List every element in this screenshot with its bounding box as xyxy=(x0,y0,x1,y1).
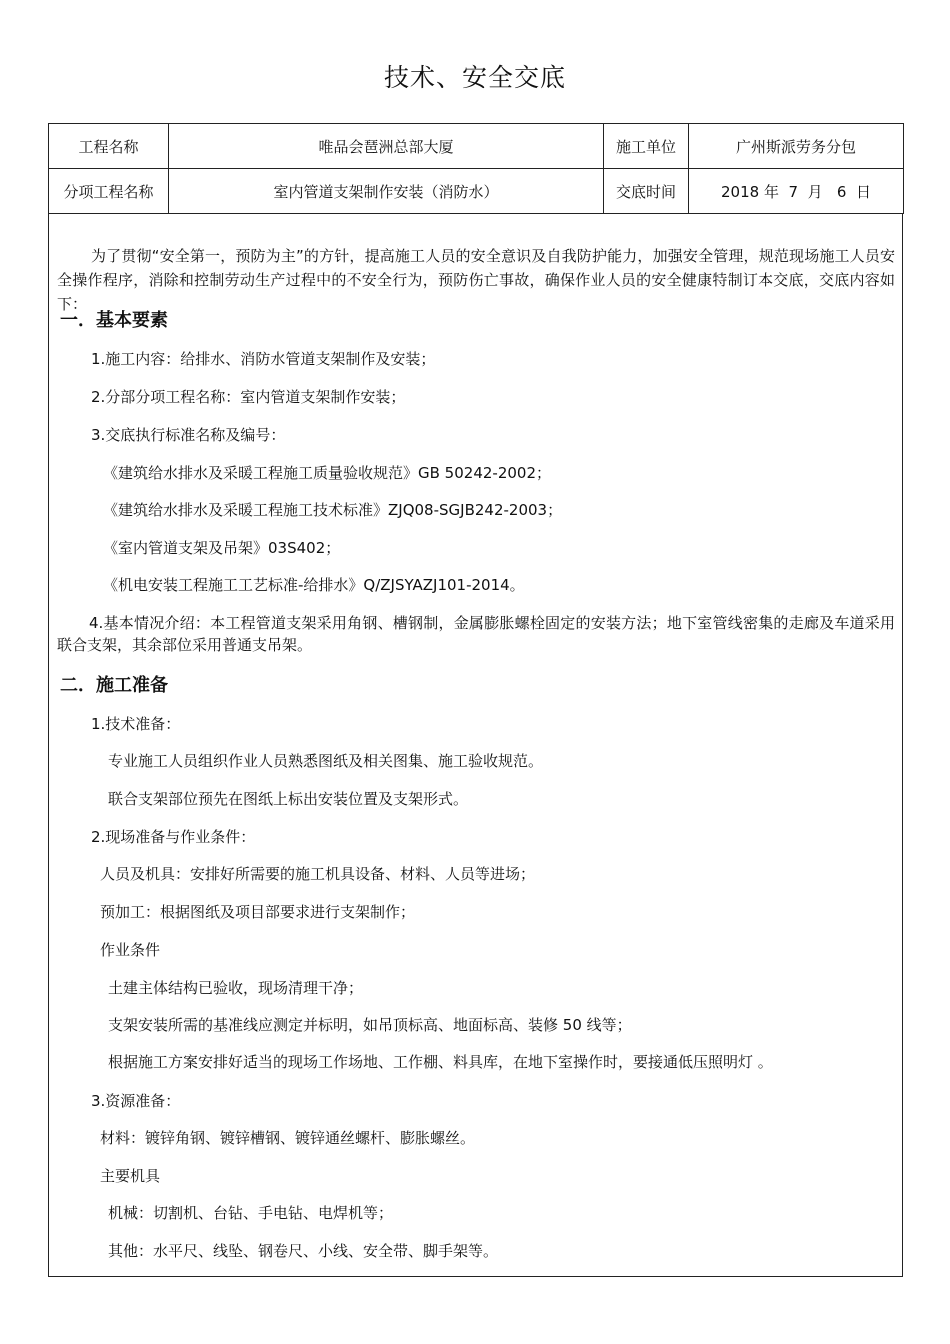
site-prep-2: 预加工：根据图纸及项目部要求进行支架制作； xyxy=(100,903,416,921)
section-2-heading: 二．施工准备 xyxy=(60,675,168,696)
section-1-item-1: 1.施工内容：给排水、消防水管道支架制作及安装； xyxy=(91,350,436,368)
table-row xyxy=(49,169,904,214)
section-1-item-4: 4.基本情况介绍：本工程管道支架采用角钢、槽钢制，金属膨胀螺栓固定的安装方法；地下室管线密集的走廊及车道采用联合支架，其余部位采用普通支吊架。 xyxy=(57,614,895,654)
tech-prep-1: 专业施工人员组织作业人员熟悉图纸及相关图集、施工验收规范。 xyxy=(108,752,544,770)
section-1-heading: 一．基本要素 xyxy=(60,310,168,331)
standard-4: 《机电安装工程施工工艺标准-给排水》Q/ZJSYAZJ101-2014。 xyxy=(103,576,525,594)
contractor-label: 施工单位 xyxy=(604,124,689,169)
briefing-date-label: 交底时间 xyxy=(604,169,689,214)
section-1-item-3: 3.交底执行标准名称及编号： xyxy=(91,426,286,444)
standard-2: 《建筑给水排水及采暖工程施工技术标准》ZJQ08-SGJB242-2003； xyxy=(103,501,563,519)
standard-1: 《建筑给水排水及采暖工程施工质量验收规范》GB 50242-2002； xyxy=(103,464,551,482)
work-condition-2: 支架安装所需的基准线应测定并标明，如吊顶标高、地面标高、装修 50 线等； xyxy=(108,1016,632,1034)
section-2-item-2: 2.现场准备与作业条件： xyxy=(91,828,256,846)
contractor-value: 广州斯派劳务分包 xyxy=(689,124,904,169)
briefing-date-value: 2018 年 7 月 6 日 xyxy=(689,169,904,214)
section-1-item-2: 2.分部分项工程名称：室内管道支架制作安装； xyxy=(91,388,406,406)
table-row xyxy=(49,124,904,169)
work-condition-3: 根据施工方案安排好适当的现场工作场地、工作棚、料具库，在地下室操作时，要接通低压照明灯 。 xyxy=(108,1053,773,1071)
content-box xyxy=(48,213,903,1277)
resource-1: 材料：镀锌角钢、镀锌槽钢、镀锌通丝螺杆、膨胀螺丝。 xyxy=(100,1129,476,1147)
resource-3: 机械：切割机、台钻、手电钻、电焊机等； xyxy=(108,1204,394,1222)
project-info-table xyxy=(48,123,904,214)
standard-3: 《室内管道支架及吊架》03S402； xyxy=(103,539,341,557)
tech-prep-2: 联合支架部位预先在图纸上标出安装位置及支架形式。 xyxy=(108,790,469,808)
section-2-item-1: 1.技术准备： xyxy=(91,715,181,733)
work-condition-1: 土建主体结构已验收，现场清理干净； xyxy=(108,979,364,997)
subproject-name-label: 分项工程名称 xyxy=(49,169,169,214)
resource-2: 主要机具 xyxy=(100,1167,161,1185)
site-prep-3: 作业条件 xyxy=(100,941,161,959)
intro-paragraph: 为了贯彻“安全第一，预防为主”的方针，提高施工人员的安全意识及自我防护能力，加强安全管理，规范现场施工人员安全操作程序，消除和控制劳动生产过程中的不安全行为，预防伤亡事故，确保作业人员的安全健康特制订本交底，交底内容如下： xyxy=(57,247,895,313)
site-prep-1: 人员及机具：安排好所需要的施工机具设备、材料、人员等进场； xyxy=(100,865,536,883)
subproject-name-value: 室内管道支架制作安装（消防水） xyxy=(169,169,604,214)
project-name-label: 工程名称 xyxy=(49,124,169,169)
section-2-item-3: 3.资源准备： xyxy=(91,1092,181,1110)
project-name-value: 唯品会琶洲总部大厦 xyxy=(169,124,604,169)
document-title: 技术、安全交底 xyxy=(383,63,566,92)
resource-4: 其他：水平尺、线坠、钢卷尺、小线、安全带、脚手架等。 xyxy=(108,1242,499,1260)
